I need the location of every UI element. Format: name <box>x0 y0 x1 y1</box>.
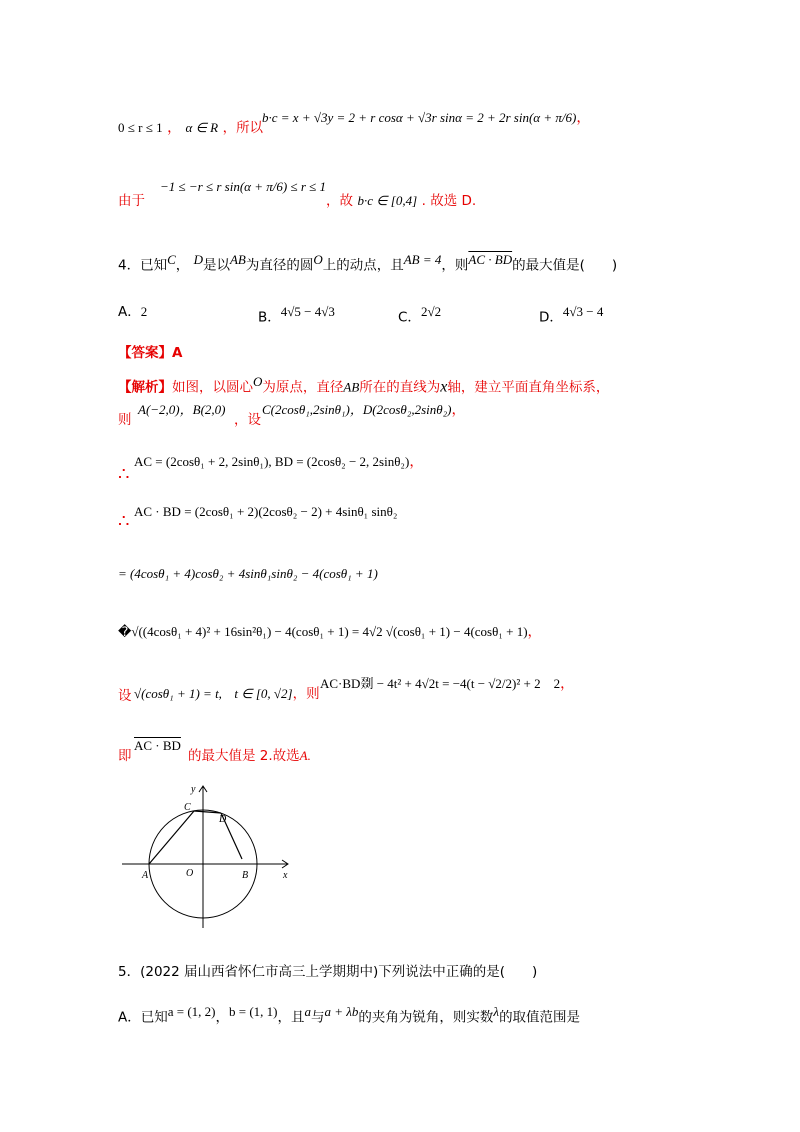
ze-text: 则 <box>118 412 132 428</box>
option-a-value: 2 <box>140 304 148 319</box>
vector-line: AC = (2cosθ₁ + 2, 2sinθ₁), BD = (2cosθ₂ − 2, 2sinθ₂) <box>134 454 410 469</box>
q4-o: O <box>313 252 323 267</box>
label-b: B <box>242 870 249 881</box>
analysis-o: O <box>253 374 263 389</box>
q5-opt-a4: 的取值范围是 <box>499 1009 581 1026</box>
option-d-value: 4√3 − 4 <box>562 304 604 319</box>
option-d-label: D． <box>539 309 563 326</box>
analysis-d: 轴，建立平面直角坐标系， <box>447 379 610 396</box>
q5-lambda: λ <box>493 1004 500 1019</box>
analysis-tag: 【解析】 <box>118 379 172 396</box>
q4-d: D <box>193 252 203 267</box>
bc-range: b·c ∈ [0,4] <box>357 193 418 208</box>
label-c: C <box>184 802 191 813</box>
q4-stem-d: 上的动点，且 <box>322 257 404 274</box>
condition-alpha: α ∈ R <box>185 120 219 135</box>
option-a[interactable] <box>118 302 147 322</box>
q4-stem-c: 为直径的圆 <box>245 257 314 274</box>
q5-a-sym: a <box>304 1004 312 1019</box>
therefore-2: ∴ <box>118 511 130 532</box>
sub-t: √(cosθ₁ + 1) = t, <box>134 686 222 701</box>
suoyi-text: 所以 <box>236 120 264 136</box>
option-c[interactable] <box>398 302 441 328</box>
points-cd: C(2cosθ₁,2sinθ₁)，D(2cosθ₂,2sinθ₂) <box>262 402 452 417</box>
q5-yu: 与 <box>311 1009 325 1026</box>
option-c-label: C． <box>398 309 421 326</box>
label-x: x <box>283 870 288 881</box>
points-comma: ， <box>451 402 466 418</box>
ji-vec: AC · BD <box>134 738 181 753</box>
ji-text: 即 <box>118 748 132 764</box>
analysis-ab: AB <box>343 379 360 395</box>
youyu-text: 由于 <box>118 193 145 209</box>
label-y: y <box>191 784 196 795</box>
therefore-1: ∴ <box>118 464 130 485</box>
gu-text: ，故 <box>326 193 353 209</box>
q5-opt-a1: A．已知 <box>118 1009 168 1026</box>
points-ab: A(−2,0)，B(2,0) <box>138 402 226 417</box>
bc-expression: b·c = x + √3y = 2 + r cosα + √3r sinα = 2 + 2r sin(α + π/6) <box>262 110 577 125</box>
q5-opt-a2: ，且 <box>277 1009 305 1026</box>
answer-tag: 【答案】A <box>118 345 183 361</box>
q4-dot: AC · BD <box>468 252 513 267</box>
sub-she: 设 <box>118 688 132 704</box>
q5-vec-b: b = (1, 1) <box>229 1004 278 1019</box>
inequality: −1 ≤ −r ≤ r sin(α + π/6) ≤ r ≤ 1 <box>160 179 327 194</box>
sub-ze: ，则 <box>292 686 320 702</box>
analysis-b: 为原点，直径 <box>262 379 344 396</box>
q4-stem-b: 是以 <box>202 257 230 274</box>
sub-range: t ∈ [0, √2] <box>234 686 293 701</box>
option-a-label: A． <box>118 304 141 320</box>
condition-r: 0 ≤ r ≤ 1 <box>118 120 163 135</box>
dot-line: AC · BD = (2cosθ₁ + 2)(2cosθ₂ − 2) + 4sinθ₁ sinθ₂ <box>134 504 398 519</box>
q5-opt-a3: 的夹角为锐角，则实数 <box>358 1009 494 1026</box>
q4-c: C <box>167 252 176 267</box>
ji-result: 的最大值是 2.故选 <box>188 748 300 764</box>
q4-stem-f: 的最大值是( ) <box>512 257 618 274</box>
circle-diagram <box>118 778 318 938</box>
option-b[interactable] <box>258 302 335 328</box>
analysis-a: 如图，以圆心 <box>172 379 253 396</box>
q5-vec-a: a = (1, 2) <box>167 1004 216 1019</box>
q4-stem-e: ，则 <box>441 257 469 274</box>
bound-line: √((4cosθ₁ + 4)² + 16sin²θ₁) − 4(cosθ₁ + 1) = 4√2 √(cosθ₁ + 1) − 4(cosθ₁ + 1) <box>131 624 528 639</box>
q5-a-lb: a + λb <box>324 1004 359 1019</box>
sub-expr: AC·BD剟 − 4t² + 4√2t = −4(t − √2/2)² + 2 2 <box>320 676 561 691</box>
bound-prefix: � <box>118 624 132 639</box>
option-c-value: 2√2 <box>420 304 442 319</box>
ji-a: A. <box>299 748 311 763</box>
q4-ab4: AB = 4 <box>403 252 442 267</box>
q4-stem-a: 4．已知 <box>118 257 168 274</box>
she-text: ，设 <box>234 412 261 428</box>
label-o: O <box>186 868 194 879</box>
label-a: A <box>142 870 149 881</box>
option-d[interactable] <box>539 302 603 328</box>
eq-line: = (4cosθ₁ + 4)cosθ₂ + 4sinθ₁sinθ₂ − 4(cosθ₁ + 1) <box>118 566 378 581</box>
q5-stem: 5．(2022 届山西省怀仁市高三上学期期中)下列说法中正确的是( ) <box>118 964 538 980</box>
label-d: D <box>219 814 227 825</box>
analysis-c: 所在的直线为 <box>359 379 441 396</box>
q5-comma: ， <box>215 1009 230 1026</box>
analysis-x: x <box>440 378 448 396</box>
option-b-value: 4√5 − 4√3 <box>280 304 335 319</box>
option-b-label: B． <box>258 309 281 326</box>
choose-d: . 故选 D. <box>421 193 477 209</box>
q4-ab: AB <box>229 252 246 267</box>
